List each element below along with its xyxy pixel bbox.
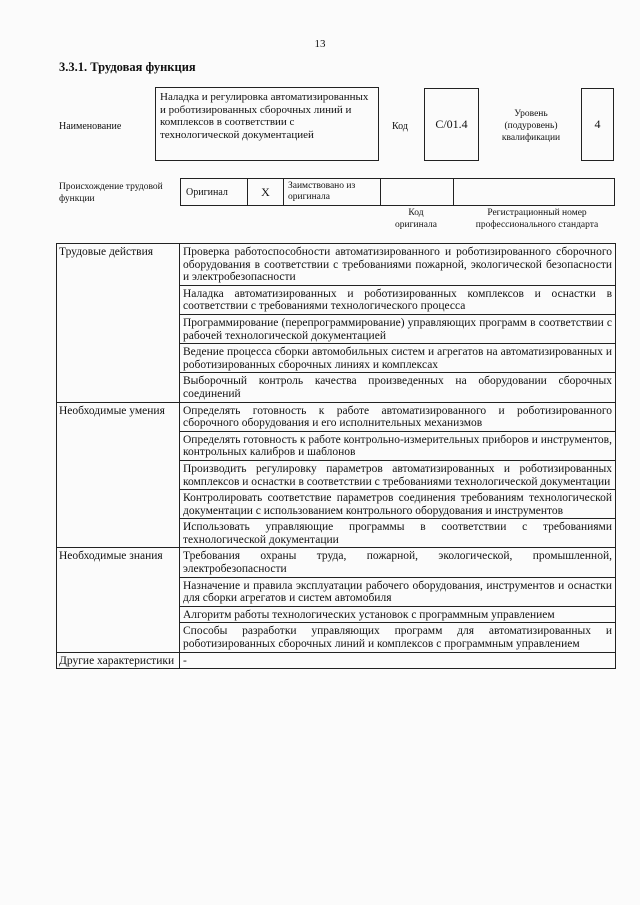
item-cell: Определять готовность к работе контрольно-измерительных приборов и инструментов, контрольных калибров и шаблонов: [180, 431, 616, 460]
code-value: C/01.4: [424, 88, 479, 161]
function-name-value: Наладка и регулировка автоматизированных и роботизированных сборочных линий и комплексов в соответствии с технологической документацией: [155, 87, 379, 161]
item-cell: Алгоритм работы технологических установок с программным управлением: [180, 606, 616, 623]
category-cell: Необходимые умения: [57, 402, 180, 548]
original-mark: X: [248, 179, 284, 205]
table-row: [57, 548, 616, 577]
original-code-caption: Код оригинала: [395, 208, 437, 230]
origin-table: [180, 178, 615, 206]
registration-number-caption: Регистрационный номер профессионального стандарта: [475, 208, 599, 230]
category-cell: Трудовые действия: [57, 244, 180, 403]
item-cell: Способы разработки управляющих программ для автоматизированных и роботизированных сборочных линий и комплексов с программным управлением: [180, 623, 616, 652]
original-code-cell: [381, 179, 454, 205]
borrowed-label: Заимствовано из оригинала: [284, 179, 381, 205]
page-number: 13: [314, 38, 326, 50]
item-cell: Контролировать соответствие параметров соединения требованиям технологической документации с использованием контрольного оборудования и инструментов: [180, 490, 616, 519]
item-cell: Назначение и правила эксплуатации рабочего оборудования, инструментов и оснастки для сборки агрегатов и систем автомобиля: [180, 577, 616, 606]
item-cell: Определять готовность к работе автоматизированного и роботизированного сборочного оборудования и его исполнительных механизмов: [180, 402, 616, 431]
original-label: Оригинал: [181, 179, 248, 205]
registration-number-cell: [454, 179, 614, 205]
code-label: Код: [392, 121, 408, 132]
table-row: [57, 244, 616, 286]
item-cell: Производить регулировку параметров автоматизированных и роботизированных комплексов и оснастки в соответствии с требованиями технологической документации: [180, 460, 616, 489]
category-cell: Необходимые знания: [57, 548, 180, 652]
table-row: [57, 402, 616, 431]
section-title: 3.3.1. Трудовая функция: [59, 60, 196, 74]
origin-label: Происхождение трудовой функции: [59, 182, 163, 204]
item-cell: Требования охраны труда, пожарной, экологической, промышленной, электробезопасности: [180, 548, 616, 577]
function-details-table: [56, 243, 616, 669]
item-cell: Проверка работоспособности автоматизированного и роботизированного сборочного оборудования в соответствии с требованиями пожарной, экологической безопасности и электробезопасности: [180, 244, 616, 286]
item-cell: Ведение процесса сборки автомобильных систем и агрегатов на автоматизированных и роботизированных сборочных линиях и комплексах: [180, 344, 616, 373]
item-cell: -: [180, 652, 616, 669]
name-label: Наименование: [59, 121, 122, 132]
category-cell: Другие характеристики: [57, 652, 180, 669]
table-row: [57, 652, 616, 669]
item-cell: Выборочный контроль качества произведенных на оборудовании сборочных соединений: [180, 373, 616, 402]
item-cell: Использовать управляющие программы в соответствии с требованиями технологической документации: [180, 519, 616, 548]
item-cell: Программирование (перепрограммирование) управляющих программ в соответствии с рабочей технологической документацией: [180, 314, 616, 343]
item-cell: Наладка автоматизированных и роботизированных комплексов и оснастки в соответствии с требованиями технологического процесса: [180, 285, 616, 314]
qualification-level-value: 4: [581, 88, 614, 161]
qualification-level-label: Уровень (подуровень) квалификации: [501, 109, 561, 143]
